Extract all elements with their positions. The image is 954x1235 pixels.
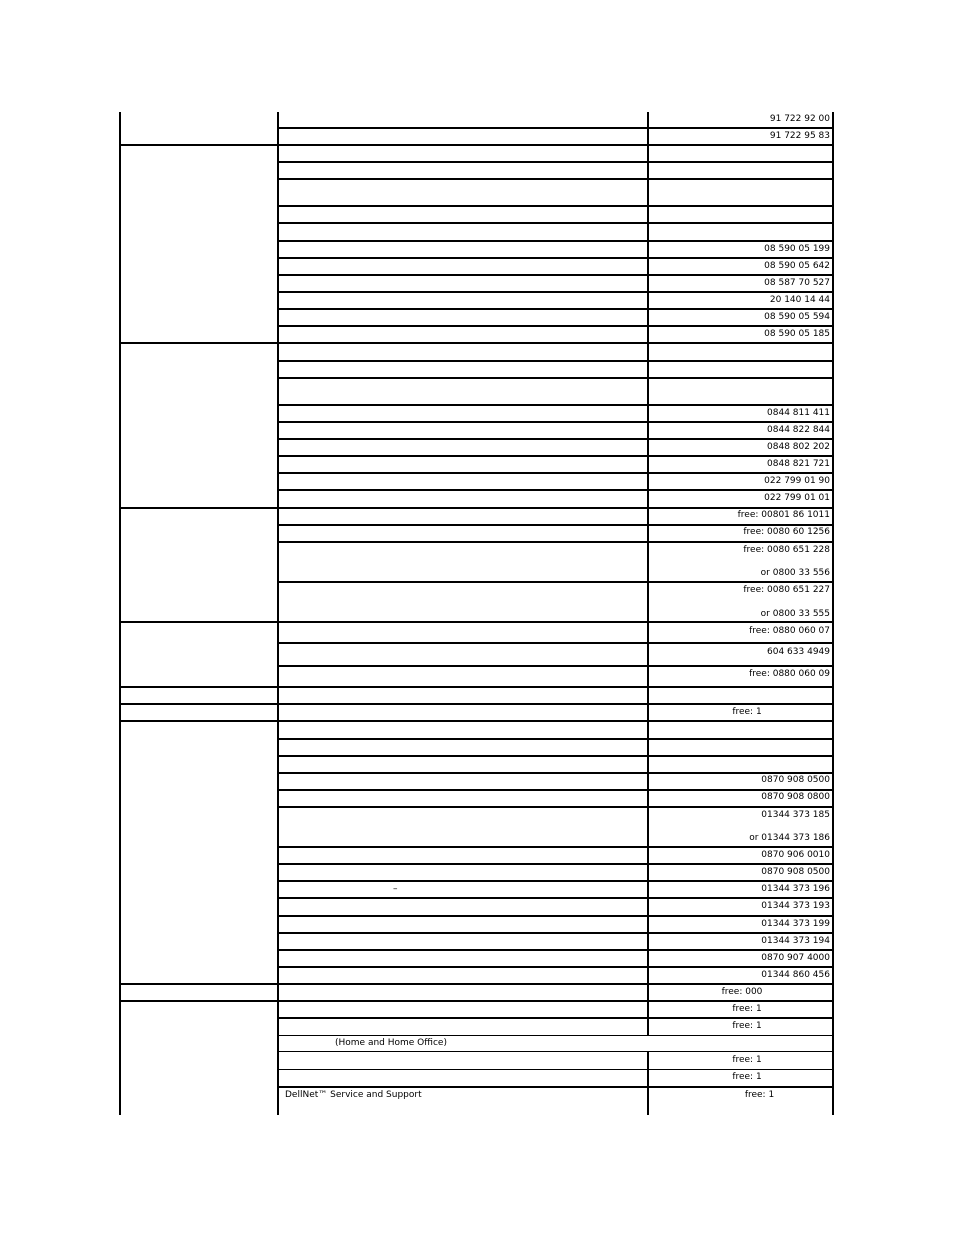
row-separator (277, 880, 834, 882)
phone-number: free: 1 (732, 707, 762, 717)
row-separator (277, 127, 834, 129)
group-separator (119, 342, 834, 344)
row-separator (277, 308, 834, 310)
phone-number: 08 590 05 642 (764, 261, 830, 271)
phone-number: free: 0080 651 227 (743, 585, 830, 595)
row-description: – (393, 884, 398, 894)
row-separator (277, 581, 834, 583)
row-separator (277, 966, 834, 968)
phone-number: 20 140 14 44 (769, 295, 830, 305)
row-separator (277, 915, 834, 917)
row-separator (277, 1086, 834, 1088)
group-separator (119, 621, 834, 623)
phone-number: free: 1 (732, 1021, 762, 1031)
row-separator (277, 1035, 834, 1036)
phone-number: 08 590 05 185 (764, 329, 830, 339)
row-separator (277, 489, 834, 491)
table-right-border (832, 112, 834, 1115)
phone-number: 08 590 05 199 (764, 244, 830, 254)
phone-number: 0844 811 411 (767, 408, 830, 418)
phone-number: 0870 908 0800 (761, 792, 830, 802)
phone-number: 022 799 01 01 (764, 493, 830, 503)
phone-number-alt: or 01344 373 186 (749, 833, 830, 843)
row-separator (277, 1051, 834, 1052)
group-separator (119, 144, 834, 146)
phone-number: 01344 373 199 (761, 919, 830, 929)
row-separator (277, 949, 834, 951)
group-separator (119, 1000, 834, 1002)
row-separator (277, 178, 834, 180)
row-separator (277, 291, 834, 293)
row-separator (277, 325, 834, 327)
row-separator (277, 274, 834, 276)
group-separator (119, 686, 834, 688)
group-separator (119, 720, 834, 722)
phone-number: 0870 908 0500 (761, 775, 830, 785)
group-separator (119, 507, 834, 509)
table-left-border (119, 112, 121, 1115)
phone-number: 0870 907 4000 (761, 953, 830, 963)
row-separator (277, 161, 834, 163)
phone-number: 01344 373 193 (761, 901, 830, 911)
row-separator (277, 738, 834, 740)
phone-number: 0848 802 202 (767, 442, 830, 452)
row-separator (277, 932, 834, 934)
phone-number: free: 0880 060 09 (749, 669, 830, 679)
phone-number: free: 0080 651 228 (743, 545, 830, 555)
section-heading: (Home and Home Office) (335, 1038, 447, 1048)
row-separator (277, 897, 834, 899)
row-separator (277, 404, 834, 406)
phone-number-alt: or 0800 33 555 (760, 609, 830, 619)
row-separator (277, 789, 834, 791)
phone-number: free: 000 (721, 987, 763, 997)
phone-number-alt: or 0800 33 556 (760, 568, 830, 578)
phone-number: 01344 373 196 (761, 884, 830, 894)
row-separator (277, 1069, 834, 1070)
row-separator (277, 257, 834, 259)
row-separator (277, 806, 834, 808)
phone-number: 08 590 05 594 (764, 312, 830, 322)
row-separator (277, 846, 834, 848)
phone-number: 0870 906 0010 (761, 850, 830, 860)
phone-number: 604 633 4949 (767, 647, 830, 657)
phone-number: 022 799 01 90 (764, 476, 830, 486)
row-separator (277, 455, 834, 457)
phone-number: free: 0080 60 1256 (743, 527, 830, 537)
group-separator (119, 983, 834, 985)
phone-number: 0870 908 0500 (761, 867, 830, 877)
row-separator (277, 541, 834, 543)
row-separator (277, 863, 834, 865)
phone-number: free: 0880 060 07 (749, 626, 830, 636)
row-separator (277, 665, 834, 667)
row-separator (277, 205, 834, 207)
row-separator (277, 524, 834, 526)
row-separator (277, 360, 834, 362)
row-separator (277, 438, 834, 440)
row-separator (277, 1017, 834, 1019)
row-separator (277, 755, 834, 757)
phone-number: free: 1 (732, 1004, 762, 1014)
phone-number: free: 00801 86 1011 (737, 510, 830, 520)
phone-number: 01344 373 194 (761, 936, 830, 946)
row-description: DellNet™ Service and Support (285, 1090, 422, 1100)
phone-number: 0848 821 721 (767, 459, 830, 469)
row-separator (277, 222, 834, 224)
phone-number: 0844 822 844 (767, 425, 830, 435)
row-separator (277, 472, 834, 474)
phone-number: 08 587 70 527 (764, 278, 830, 288)
country-column-divider (277, 112, 279, 1115)
phone-number: 91 722 95 83 (769, 131, 830, 141)
row-separator (277, 377, 834, 379)
row-separator (277, 421, 834, 423)
phone-number: 01344 860 456 (761, 970, 830, 980)
row-separator (277, 772, 834, 774)
row-separator (277, 240, 834, 242)
phone-number: 01344 373 185 (761, 810, 830, 820)
group-separator (119, 703, 834, 705)
phone-number: free: 1 (732, 1055, 762, 1065)
phone-number: free: 1 (744, 1090, 775, 1100)
phone-number: 91 722 92 00 (769, 114, 830, 124)
row-separator (277, 642, 834, 644)
phone-number: free: 1 (732, 1072, 762, 1082)
